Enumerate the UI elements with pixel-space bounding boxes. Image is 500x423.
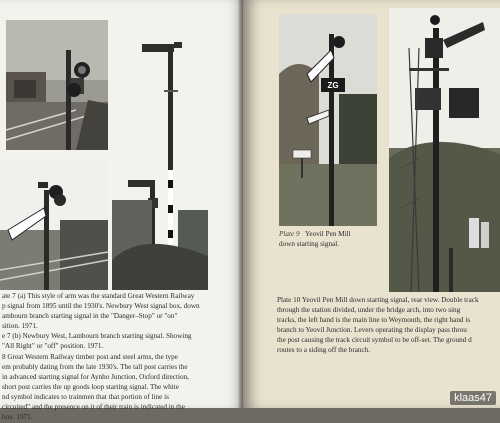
- caption-line: p signal from 1895 until the 1930's. Newbury West signal box, down: [2, 302, 200, 311]
- caption-line: routes to a siding off the branch.: [277, 346, 371, 355]
- photo-yeovil-pen-mill-starting: [279, 14, 377, 226]
- caption-line: box. 1971.: [2, 413, 33, 422]
- plate-9-title: Yeovil Pen Mill: [304, 230, 351, 238]
- caption-line: circuited" and the presence on it of their train is indicated in the: [2, 403, 185, 412]
- caption-line: "All Right" or "off" position. 1971.: [2, 342, 104, 351]
- right-page: [243, 0, 500, 408]
- photo-newbury-west-danger: [6, 20, 108, 150]
- photo-newbury-west-all-right: [112, 20, 208, 290]
- caption-line: sition. 1971.: [2, 322, 38, 331]
- plate-9-caption: [279, 230, 379, 250]
- caption-line: in advanced starting signal for Aynho Junction, Oxford direction,: [2, 372, 189, 381]
- plate-9-subtitle: down starting signal.: [279, 240, 340, 249]
- caption-line: nd symbol indicates to trainmen that that portion of line is: [2, 392, 169, 401]
- watermark: klaas47: [450, 391, 496, 405]
- signal-plate-text: ZG: [327, 81, 339, 90]
- caption-line: Plate 10 Yeovil Pen Mill down starting signal, rear view. Double track: [277, 296, 479, 304]
- photo-yeovil-pen-mill-rear-view: [389, 8, 500, 292]
- caption-line: ambourn branch starting signal in the "Danger–Stop" or "on": [2, 312, 178, 321]
- left-page: [0, 0, 243, 422]
- plate-10-caption: [277, 296, 499, 357]
- caption-line: branch to Yeovil Junction. Levers operating the display pass throu: [277, 326, 467, 335]
- caption-line: ate 7 (a) This style of arm was the standard Great Western Railway: [2, 292, 195, 300]
- caption-line: em probably dating from the late 1930's. The tall post carries the: [2, 362, 188, 371]
- caption-line: through the station divided, under the bridge arch, into two sing: [277, 306, 461, 315]
- photo-aynho-junction: [0, 160, 108, 290]
- caption-line: 8 Great Western Railway timber post and steel arms, the type: [2, 352, 178, 361]
- plate-9-label: Plate 9: [279, 230, 300, 238]
- caption-line: short post carries the up goods loop starting signal. The white: [2, 382, 179, 391]
- left-caption-block: [2, 292, 240, 423]
- caption-line: tracks, the left hand is the main line to Weymouth, the right hand is: [277, 316, 471, 325]
- caption-line: the post causing the track circuit symbol to be off-set. The ground d: [277, 336, 472, 345]
- caption-line: e 7 (b) Newbury West, Lambourn branch starting signal. Showing: [2, 332, 192, 341]
